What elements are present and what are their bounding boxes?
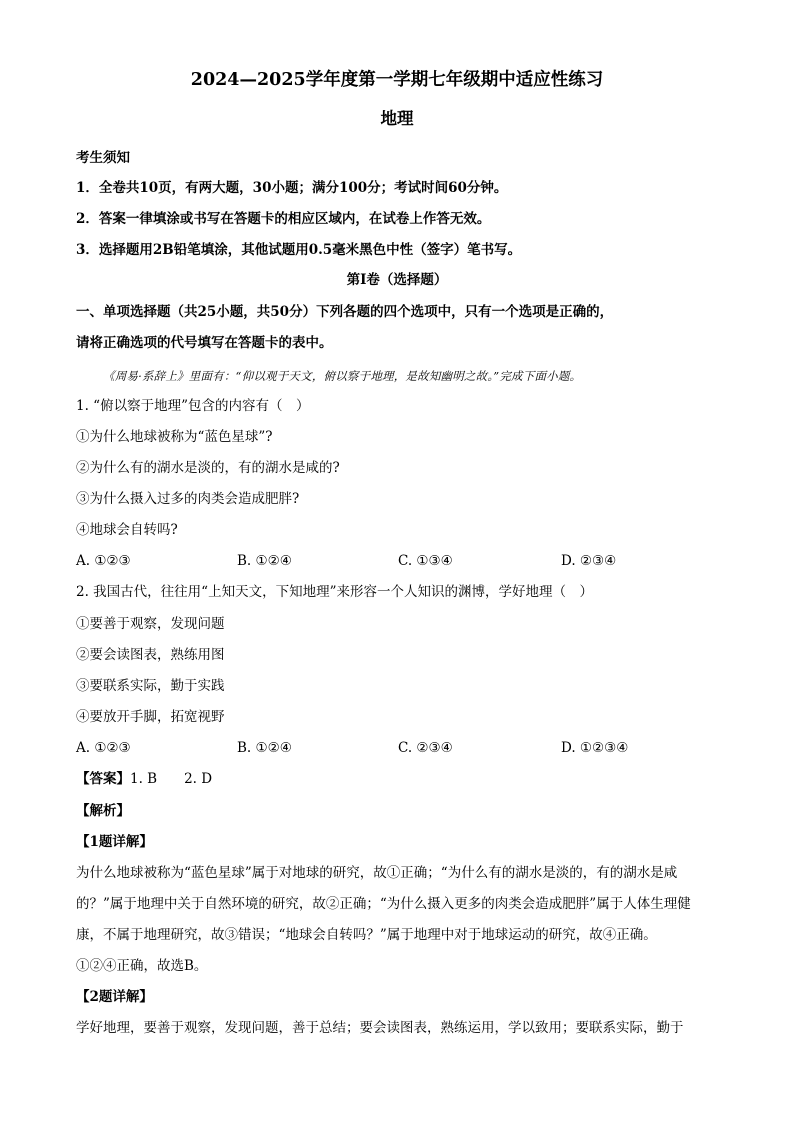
- analysis-label: 【解析】: [76, 803, 130, 819]
- answer-label: 【答案】: [76, 771, 130, 787]
- question-2-option-d: D. ①②③④: [561, 740, 629, 756]
- part-heading-line2: 请将正确选项的代号填写在答题卡的表中。: [76, 335, 333, 351]
- question-1-option-a: A. ①②③: [76, 553, 131, 569]
- instruction-item: 3．选择题用2B铅笔填涂，其他试题用0.5毫米黑色中性（签字）笔书写。: [76, 242, 522, 258]
- answer-line: [76, 769, 212, 789]
- q2-detail-line: 学好地理，要善于观察，发现问题，善于总结；要会读图表，熟练运用，学以致用；要联系实际，勤于: [76, 1020, 684, 1036]
- question-1-item: ④地球会自转吗?: [76, 522, 178, 538]
- question-1-option-d: D. ②③④: [561, 553, 617, 569]
- subject-title: 地理: [380, 109, 414, 128]
- q1-detail-line: 的？”属于地理中关于自然环境的研究，故②正确；“为什么摄入更多的肉类会造成肥胖”属于人体生理健: [76, 896, 691, 912]
- instructions-heading: 考生须知: [76, 150, 130, 166]
- q1-detail-line: 康，不属于地理研究，故③错误；“地球会自转吗？”属于地理中对于地球运动的研究，故④正确。: [76, 927, 657, 943]
- question-1-item: ①为什么地球被称为“蓝色星球”?: [76, 429, 273, 445]
- exam-title: 2024—2025学年度第一学期七年级期中适应性练习: [190, 70, 604, 90]
- question-1-item: ②为什么有的湖水是淡的，有的湖水是咸的?: [76, 460, 340, 476]
- question-2-stem: 2. 我国古代，往往用“上知天文，下知地理”来形容一个人知识的渊博，学好地理（ ）: [76, 584, 593, 600]
- q1-detail-label: 【1题详解】: [76, 834, 153, 850]
- instruction-item: 1．全卷共10页，有两大题，30小题；满分100分；考试时间60分钟。: [76, 180, 508, 196]
- q1-detail-line: ①②④正确，故选B。: [76, 958, 208, 974]
- question-2-item: ①要善于观察，发现问题: [76, 616, 225, 632]
- reading-passage: 《周易·系辞上》里面有：“仰以观于天文，俯以察于地理，是故知幽明之故。”完成下面小题。: [103, 369, 582, 383]
- instruction-item: 2．答案一律填涂或书写在答题卡的相应区域内，在试卷上作答无效。: [76, 211, 491, 227]
- question-1-stem: 1. “俯以察于地理”包含的内容有（ ）: [76, 398, 310, 414]
- answer-text: 1. B 2. D: [130, 771, 213, 787]
- q2-detail-label: 【2题详解】: [76, 989, 153, 1005]
- question-2-option-b: B. ①②④: [237, 740, 292, 756]
- question-2-item: ④要放开手脚，拓宽视野: [76, 709, 225, 725]
- question-2-option-c: C. ②③④: [398, 740, 453, 756]
- q1-detail-line: 为什么地球被称为“蓝色星球”属于对地球的研究，故①正确；“为什么有的湖水是淡的，有的湖水是咸: [76, 865, 678, 881]
- question-2-item: ②要会读图表，熟练用图: [76, 647, 225, 663]
- question-2-option-a: A. ①②③: [76, 740, 131, 756]
- part-heading-line1: 一、单项选择题（共25小题，共50分）下列各题的四个选项中，只有一个选项是正确的，: [76, 304, 614, 320]
- question-1-item: ③为什么摄入过多的肉类会造成肥胖?: [76, 491, 300, 507]
- question-1-option-b: B. ①②④: [237, 553, 292, 569]
- question-2-item: ③要联系实际，勤于实践: [76, 678, 225, 694]
- question-1-option-c: C. ①③④: [398, 553, 453, 569]
- section-title: 第Ⅰ卷（选择题）: [346, 272, 448, 288]
